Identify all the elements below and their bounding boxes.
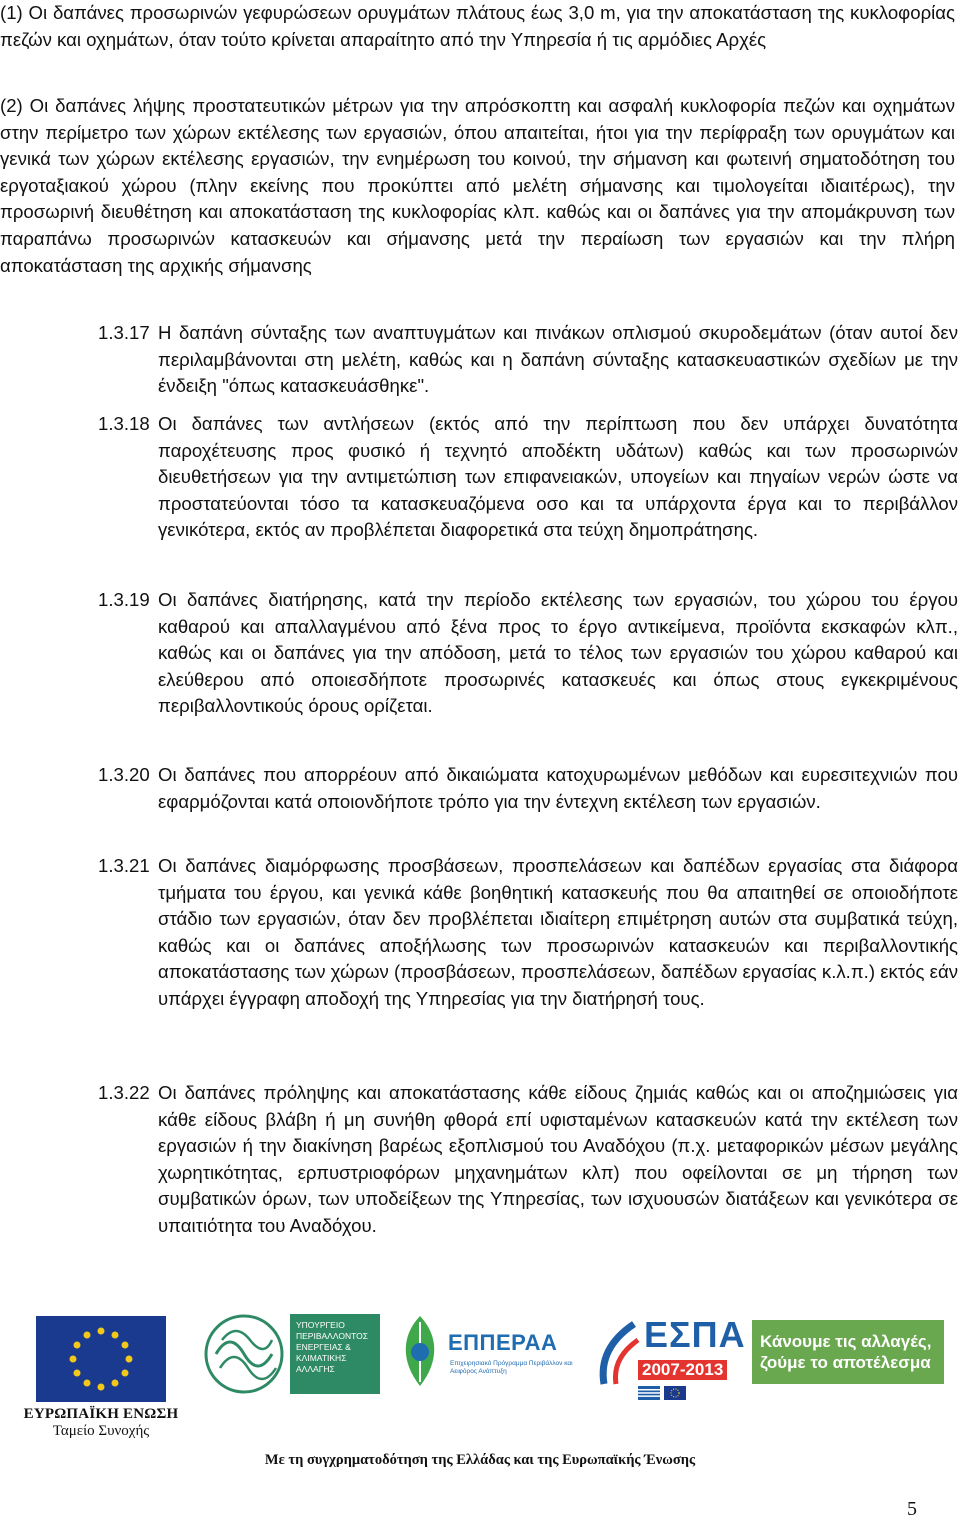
greek-flag-icon (638, 1386, 660, 1400)
ypeka-emblem-icon (200, 1310, 288, 1398)
item-number: 1.3.17 (98, 322, 150, 343)
item-text: Οι δαπάνες διατήρησης, κατά την περίοδο εκτέλεσης των εργασιών, του χώρου του έργου καθαρού και απαλλαγμένου από ξένα προς το έργο αντικείμενα, προϊόντα εκσκαφών κλπ., καθώς και οι δαπάνες για την απόδοση, μετά το τέλος των εργασιών του χώρου καθαρού και ελεύθερου από οποιεσδήποτε προσωρινές κατασκευές και όπως στους εγκεκριμένους περιβαλλοντικούς όρους ορίζεται. (158, 589, 958, 717)
paragraph-1: (1) Οι δαπάνες προσωρινών γεφυρώσεων ορυγμάτων πλάτους έως 3,0 m, για την αποκατάσταση της κυκλοφορίας πεζών και οχημάτων, όταν τούτο κρίνεται απαραίτητο από την Υπηρεσία ή τις αρμόδιες Αρχές (0, 2, 955, 50)
espa-name: ΕΣΠΑ (644, 1314, 746, 1355)
item-text: Οι δαπάνες πρόληψης και αποκατάστασης κάθε είδους ζημιάς καθώς και οι αποζημιώσεις για κάθε είδους βλάβη ή μη συνήθη φθορά επί υφισταμένων κατασκευών κατά την εκτέλεση των εργασιών ή την διακίνηση βαρέως εξοπλισμού του Αναδόχου (π.χ. μεταφορικών μέσων μεγάλης χωρητικότητας, ερπυστριοφόρων μηχανημάτων κλπ) που οφείλονται σε μη τήρηση των συμβατικών όρων, των υποδείξεων της Υπηρεσίας, των ισχυουσών διατάξεων και γενικότερα σε υπαιτιότητα του Αναδόχου. (158, 1082, 958, 1236)
eu-small-flag-icon (664, 1386, 686, 1400)
eu-logo (12, 1316, 190, 1440)
list-item-1-3-18 (98, 411, 958, 544)
ypeka-label: ΥΠΟΥΡΓΕΙΟ ΠΕΡΙΒΑΛΛΟΝΤΟΣ ΕΝΕΡΓΕΙΑΣ & ΚΛΙΜΑΤΙΚΗΣ ΑΛΛΑΓΗΣ (290, 1314, 380, 1394)
list-item-1-3-20 (98, 762, 958, 815)
item-text: Η δαπάνη σύνταξης των αναπτυγμάτων και πινάκων οπλισμού σκυροδεμάτων (όταν αυτοί δεν περιλαμβάνονται στη μελέτη, καθώς και η δαπάνη σύνταξης κατασκευαστικών σχεδίων με την ένδειξη "όπως κατασκευάσθηκε". (158, 322, 958, 397)
list-item-1-3-17 (98, 320, 958, 400)
footer-logos (0, 1300, 960, 1520)
slogan-banner: Κάνουμε τις αλλαγές, ζούμε το αποτέλεσμα (752, 1320, 944, 1384)
cofinance-caption: Με τη συγχρηματοδότηση της Ελλάδας και της Ευρωπαϊκής Ένωσης (264, 1452, 696, 1468)
espa-swoosh-icon (594, 1318, 642, 1390)
item-number: 1.3.21 (98, 855, 150, 876)
paragraph-2: (2) Οι δαπάνες λήψης προστατευτικών μέτρων για την απρόσκοπτη και ασφαλή κυκλοφορία πεζών και οχημάτων στην περίμετρο των χώρων εκτέλεσης των εργασιών, όπου απαιτείται, ήτοι για την περίφραξη των ορυγμάτων και γενικά των χώρων εκτέλεσης εργασιών, την ενημέρωση του κοινού, την σήμανση και φωτεινή σηματοδότηση του εργοταξιακού χώρου (πλην εκείνης που προκύπτει από μελέτη σήμανσης και τιμολογείται ιδιαιτέρως), την προσωρινή διευθέτηση και αποκατάσταση της κυκλοφορίας κλπ. καθώς και οι δαπάνες για την απομάκρυνση των παραπάνω προσωρινών κατασκευών και σήμανσης μετά την περαίωση των εργασιών και την πλήρη αποκατάσταση της αρχικής σήμανσης (0, 95, 955, 276)
eu-flag-icon (36, 1316, 166, 1402)
eperaa-leaf-icon (395, 1312, 445, 1390)
item-number: 1.3.22 (98, 1082, 150, 1103)
eu-subtitle: Ταμείο Συνοχής (52, 1423, 150, 1439)
espa-logo (594, 1314, 744, 1404)
eperaa-name: ΕΠΠΕΡΑΑ (448, 1330, 558, 1355)
item-text: Οι δαπάνες των αντλήσεων (εκτός από την περίπτωση που δεν υπάρχει δυνατότητα παροχέτευσης προς φυσικό ή τεχνητό αποδέκτη υδάτων) καθώς και των προσωρινών διευθετήσεων για την αντιμετώπιση των επιφανειακών, υπογείων και πηγαίων νερών ώστε να προστατεύονται τόσο τα κατασκευαζόμενα οσο και τα υπάρχοντα έργα και το περιβάλλον γενικότερα, εκτός αν προβλέπεται διαφορετικά στα τεύχη δημοπράτησης. (158, 413, 958, 541)
page-number: 5 (907, 1498, 917, 1520)
item-text: Οι δαπάνες που απορρέουν από δικαιώματα κατοχυρωμένων μεθόδων και ευρεσιτεχνιών που εφαρμόζονται κατά οποιονδήποτε τρόπο για την έντεχνη εκτέλεση των εργασιών. (158, 764, 958, 812)
eperaa-description: Επιχειρησιακό Πρόγραμμα Περιβάλλον και Αειφόρος Ανάπτυξη (450, 1360, 573, 1375)
item-number: 1.3.18 (98, 413, 150, 434)
eu-title: ΕΥΡΩΠΑΪΚΗ ΕΝΩΣΗ (23, 1406, 179, 1422)
espa-years: 2007-2013 (638, 1360, 727, 1380)
item-number: 1.3.20 (98, 764, 150, 785)
list-item-1-3-21 (98, 853, 958, 1013)
list-item-1-3-22 (98, 1080, 958, 1240)
list-item-1-3-19 (98, 587, 958, 720)
item-number: 1.3.19 (98, 589, 150, 610)
item-text: Οι δαπάνες διαμόρφωσης προσβάσεων, προσπελάσεων και δαπέδων εργασίας στα διάφορα τμήματα του έργου, και γενικά κάθε βοηθητική κατασκευής που θα απαιτηθεί σε οποιοδήποτε στάδιο των εργασιών, όταν δεν προβλέπεται ιδιαίτερη επιμέτρηση αυτών στα συμβατικά τεύχη, καθώς και οι δαπάνες αποξήλωσης των προσωρινών κατασκευών και περιβαλλοντικής αποκατάστασης των χώρων (προσβάσεων, προσπελάσεων, δαπέδων εργασίας κ.λ.π.) εκτός εάν υπάρχει έγγραφη αποδοχή της Υπηρεσίας για την διατήρησή τους. (158, 855, 958, 1009)
